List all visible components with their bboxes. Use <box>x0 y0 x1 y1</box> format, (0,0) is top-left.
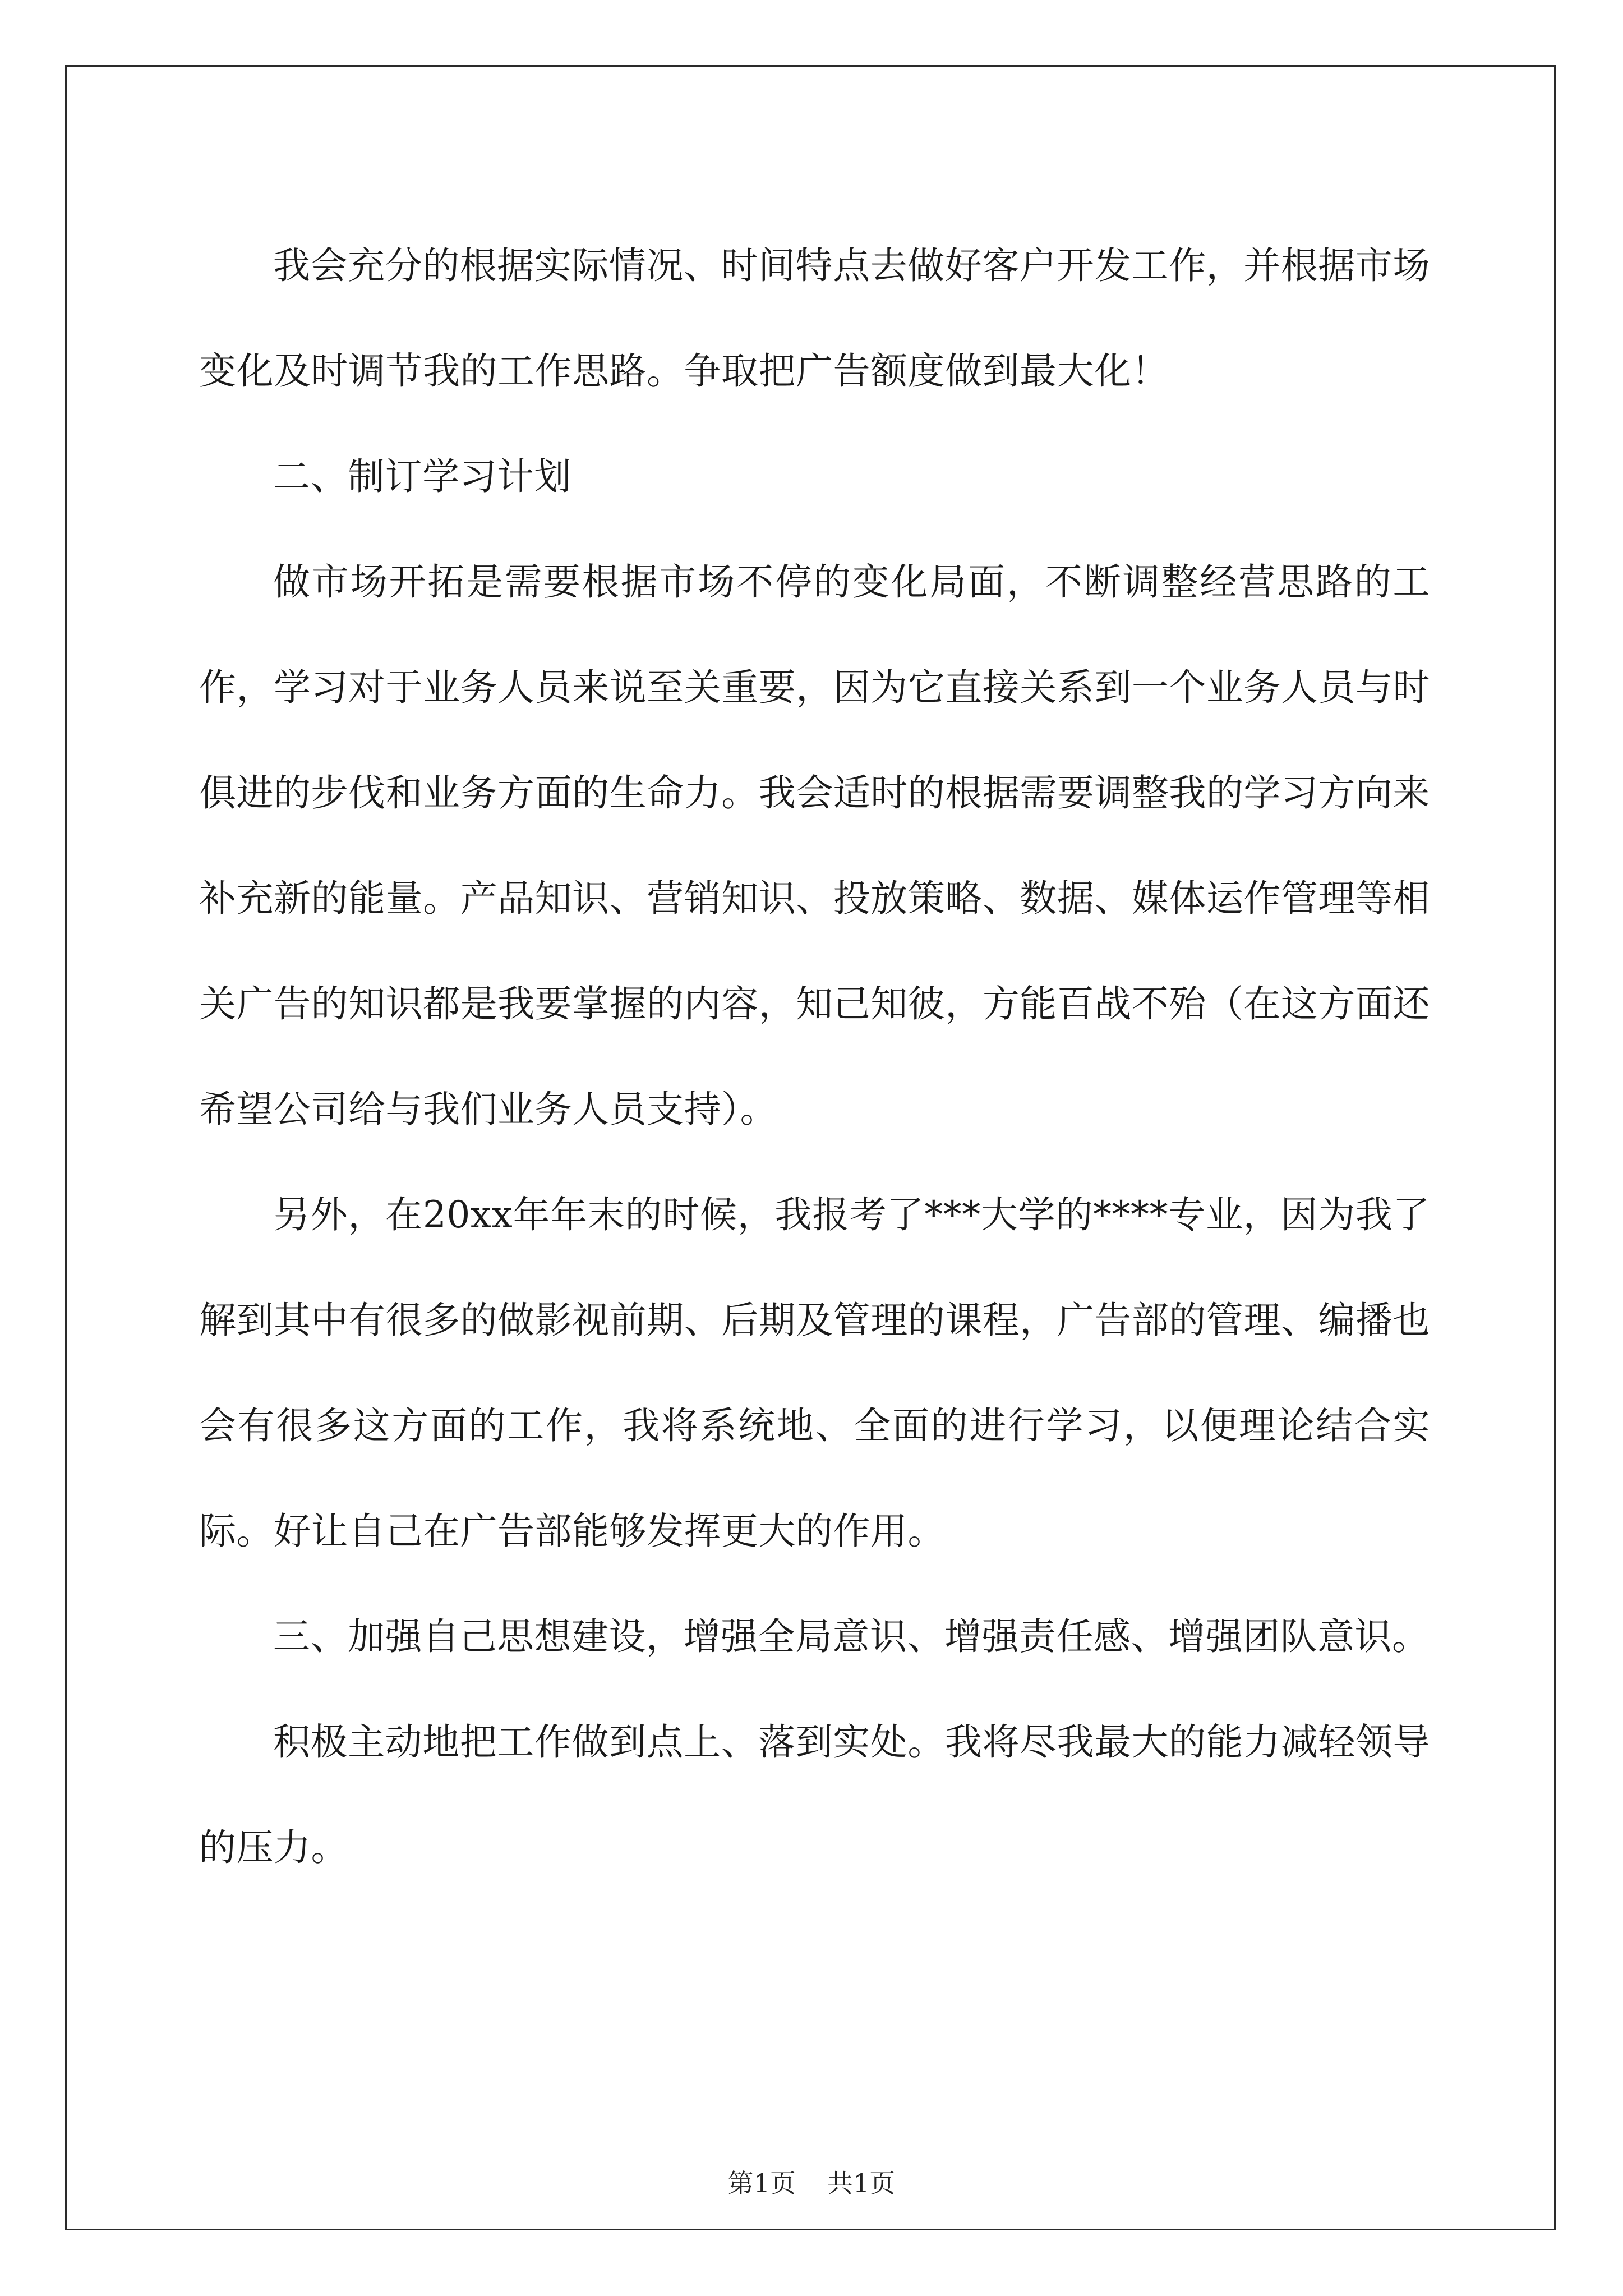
heading-study-plan: 二、制订学习计划 <box>273 455 571 498</box>
paragraph-market-learning: 做市场开拓是需要根据市场不停的变化局面，不断调整经营思路的工作，学习对于业务人员来说至关重要，因为它直接关系到一个业务人员与时俱进的步伐和业务方面的生命力。我会适时的根据需要调整我的学习方向来补充新的能量。产品知识、营销知识、投放策略、数据、媒体运作管理等相关广告的知识都是我要掌握的内容，知己知彼，方能百战不殆（在这方面还希望公司给与我们业务人员支持）。 <box>199 560 1430 1131</box>
heading-ideological-building: 三、加强自己思想建设，增强全局意识、增强责任感、增强团队意识。 <box>273 1615 1430 1658</box>
document-body <box>199 213 1430 1901</box>
page-number-total: 共1页 <box>827 2168 896 2198</box>
page-number-current: 第1页 <box>727 2168 796 2198</box>
paragraph-university-study: 另外，在20xx年年末的时候，我报考了***大学的****专业，因为我了解到其中有很多的做影视前期、后期及管理的课程，广告部的管理、编播也会有很多这方面的工作，我将系统地、全面的进行学习，以便理论结合实际。好让自己在广告部能够发挥更大的作用。 <box>199 1193 1430 1553</box>
page-footer <box>0 2166 1623 2200</box>
paragraph-customer-development: 我会充分的根据实际情况、时间特点去做好客户开发工作，并根据市场变化及时调节我的工作思路。争取把广告额度做到最大化！ <box>199 244 1430 393</box>
paragraph-initiative: 积极主动地把工作做到点上、落到实处。我将尽我最大的能力减轻领导的压力。 <box>199 1720 1430 1869</box>
